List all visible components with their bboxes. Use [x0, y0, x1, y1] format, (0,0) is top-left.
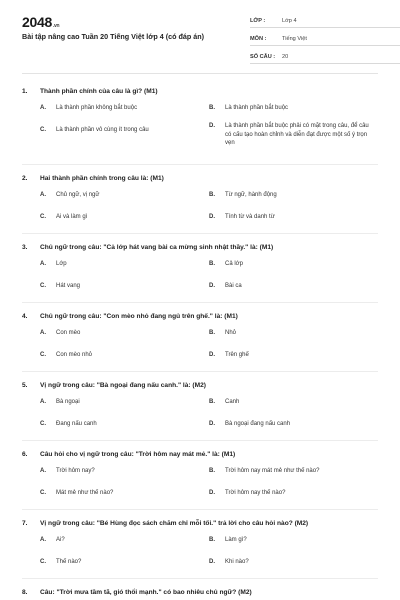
answer-option[interactable] [209, 98, 378, 120]
answer-option[interactable] [209, 414, 378, 436]
option-text: Thế nào? [56, 559, 82, 565]
answer-option[interactable] [40, 530, 209, 552]
answer-option[interactable] [209, 461, 378, 483]
option-letter: C. [40, 127, 46, 133]
option-letter: C. [40, 214, 46, 220]
answer-options [22, 254, 378, 302]
answer-options [22, 392, 378, 440]
answer-option[interactable] [40, 254, 209, 276]
option-text: Đang nấu canh [56, 421, 97, 427]
question-number: 5. [22, 381, 28, 389]
option-letter: D. [209, 421, 215, 427]
answer-options [22, 461, 378, 509]
option-text: Mát mẻ như thế nào? [56, 490, 114, 496]
question-number: 2. [22, 174, 28, 182]
question-header [22, 84, 378, 98]
option-text: Là thành phần bắt buộc [225, 105, 289, 111]
answer-option[interactable] [209, 530, 378, 552]
meta-value: Lớp 4 [282, 18, 297, 24]
question-number: 7. [22, 519, 28, 527]
option-letter: D. [209, 283, 215, 289]
option-text: Ai và làm gì [56, 214, 88, 220]
meta-label: MÔN : [250, 36, 267, 42]
answer-option[interactable] [209, 392, 378, 414]
question-header [22, 516, 378, 530]
answer-option[interactable] [40, 414, 209, 436]
question-text: Vị ngữ trong câu: "Bé Hùng đọc sách chăm chỉ mỗi tối." trả lời cho câu hỏi nào? (M2) [40, 519, 309, 527]
option-text: Hát vang [56, 283, 81, 289]
question-number: 6. [22, 450, 28, 458]
option-text: Làm gì? [225, 537, 247, 543]
document-meta [250, 12, 400, 66]
option-text: Là thành phần bắt buộc phải có mặt trong câu, để câu có cấu tạo hoàn chỉnh và diễn đạt được một số ý trọn vẹn [225, 123, 369, 147]
meta-value: 20 [282, 54, 289, 60]
option-text: Nhỏ [225, 330, 237, 336]
answer-option[interactable] [40, 483, 209, 505]
question-header [22, 378, 378, 392]
question-item [22, 372, 378, 441]
option-text: Con mèo nhỏ [56, 352, 93, 358]
option-letter: A. [40, 468, 46, 474]
question-number: 3. [22, 243, 28, 251]
option-letter: C. [40, 421, 46, 427]
option-text: Bài ca [225, 283, 242, 289]
question-item [22, 510, 378, 579]
answer-option[interactable] [209, 120, 378, 160]
option-letter: D. [209, 123, 215, 129]
meta-row-count [250, 48, 400, 64]
option-letter: B. [209, 399, 215, 405]
option-letter: B. [209, 261, 215, 267]
option-letter: B. [209, 330, 215, 336]
header-divider [22, 73, 378, 74]
option-text: Chủ ngữ, vị ngữ [56, 192, 100, 198]
option-letter: C. [40, 559, 46, 565]
answer-option[interactable] [40, 392, 209, 414]
question-text: Chủ ngữ trong câu: "Cả lớp hát vang bài ca mừng sinh nhật thầy." là: (M1) [40, 243, 274, 251]
option-letter: A. [40, 537, 46, 543]
question-header [22, 171, 378, 185]
answer-option[interactable] [40, 323, 209, 345]
answer-option[interactable] [209, 345, 378, 367]
option-text: Khi nào? [225, 559, 249, 565]
option-text: Trời hôm nay thế nào? [225, 490, 286, 496]
question-item [22, 441, 378, 510]
option-letter: B. [209, 192, 215, 198]
answer-option[interactable] [40, 185, 209, 207]
answer-option[interactable] [209, 483, 378, 505]
answer-options [22, 98, 378, 164]
option-letter: C. [40, 352, 46, 358]
option-letter: D. [209, 214, 215, 220]
option-text: Bà ngoại đang nấu canh [225, 421, 291, 427]
logo-main: 2048 [22, 14, 52, 30]
answer-option[interactable] [209, 552, 378, 574]
question-item [22, 165, 378, 234]
question-text: Câu hỏi cho vị ngữ trong câu: "Trời hôm nay mát mẻ." là: (M1) [40, 450, 236, 458]
answer-option[interactable] [209, 207, 378, 229]
option-letter: B. [209, 468, 215, 474]
answer-option[interactable] [209, 254, 378, 276]
question-item [22, 78, 378, 165]
option-letter: D. [209, 490, 215, 496]
option-text: Lớp [56, 261, 67, 267]
answer-options [22, 323, 378, 371]
question-header [22, 447, 378, 461]
option-letter: D. [209, 559, 215, 565]
question-item [22, 234, 378, 303]
option-letter: C. [40, 490, 46, 496]
option-letter: B. [209, 105, 215, 111]
meta-row-class [250, 12, 400, 28]
option-text: Trên ghế [225, 352, 249, 358]
question-header [22, 585, 378, 599]
document-header [22, 0, 378, 70]
option-letter: A. [40, 105, 46, 111]
answer-option[interactable] [209, 323, 378, 345]
answer-option[interactable] [40, 207, 209, 229]
answer-option[interactable] [40, 461, 209, 483]
option-text: Con mèo [56, 330, 81, 336]
answer-option[interactable] [209, 185, 378, 207]
option-letter: D. [209, 352, 215, 358]
meta-value: Tiếng Việt [282, 36, 307, 42]
question-list [22, 78, 378, 599]
option-letter: C. [40, 283, 46, 289]
answer-option[interactable] [209, 276, 378, 298]
answer-options [22, 185, 378, 233]
question-number: 1. [22, 87, 28, 95]
question-text: Chủ ngữ trong câu: "Con mèo nhỏ đang ngủ trên ghế." là: (M1) [40, 312, 238, 320]
option-letter: A. [40, 261, 46, 267]
answer-option[interactable] [40, 276, 209, 298]
meta-label: SỐ CÂU : [250, 54, 276, 60]
option-text: Là thành phần vô cùng ít trong câu [56, 127, 149, 133]
question-item [22, 579, 378, 599]
option-text: Cả lớp [225, 261, 243, 267]
answer-options [22, 530, 378, 578]
option-letter: A. [40, 399, 46, 405]
question-text: Câu: "Trời mưa tầm tã, gió thổi mạnh." có bao nhiêu chủ ngữ? (M2) [40, 588, 252, 596]
answer-option[interactable] [40, 98, 209, 120]
meta-label: LỚP : [250, 18, 266, 24]
meta-row-subject [250, 30, 400, 46]
document-title: Bài tập nâng cao Tuần 20 Tiếng Việt lớp 4 (có đáp án) [22, 32, 205, 41]
option-text: Từ ngữ, hành động [225, 192, 277, 198]
option-letter: A. [40, 192, 46, 198]
option-letter: A. [40, 330, 46, 336]
question-text: Hai thành phần chính trong câu là: (M1) [40, 174, 164, 182]
question-header [22, 240, 378, 254]
answer-option[interactable] [40, 120, 209, 160]
answer-option[interactable] [40, 552, 209, 574]
question-text: Vị ngữ trong câu: "Bà ngoại đang nấu canh." là: (M2) [40, 381, 206, 389]
option-text: Trời hôm nay? [56, 468, 95, 474]
site-logo[interactable] [22, 14, 59, 30]
question-header [22, 309, 378, 323]
answer-option[interactable] [40, 345, 209, 367]
question-number: 8. [22, 588, 28, 596]
option-text: Tính từ và danh từ [225, 214, 275, 220]
option-letter: B. [209, 537, 215, 543]
option-text: Trời hôm nay mát mẻ như thế nào? [225, 468, 320, 474]
option-text: Bà ngoại [56, 399, 80, 405]
question-number: 4. [22, 312, 28, 320]
option-text: Canh [225, 399, 240, 405]
question-item [22, 303, 378, 372]
logo-suffix: .vn [52, 23, 60, 29]
option-text: Ai? [56, 537, 65, 543]
question-text: Thành phần chính của câu là gì? (M1) [40, 87, 158, 95]
option-text: Là thành phần không bắt buộc [56, 105, 138, 111]
